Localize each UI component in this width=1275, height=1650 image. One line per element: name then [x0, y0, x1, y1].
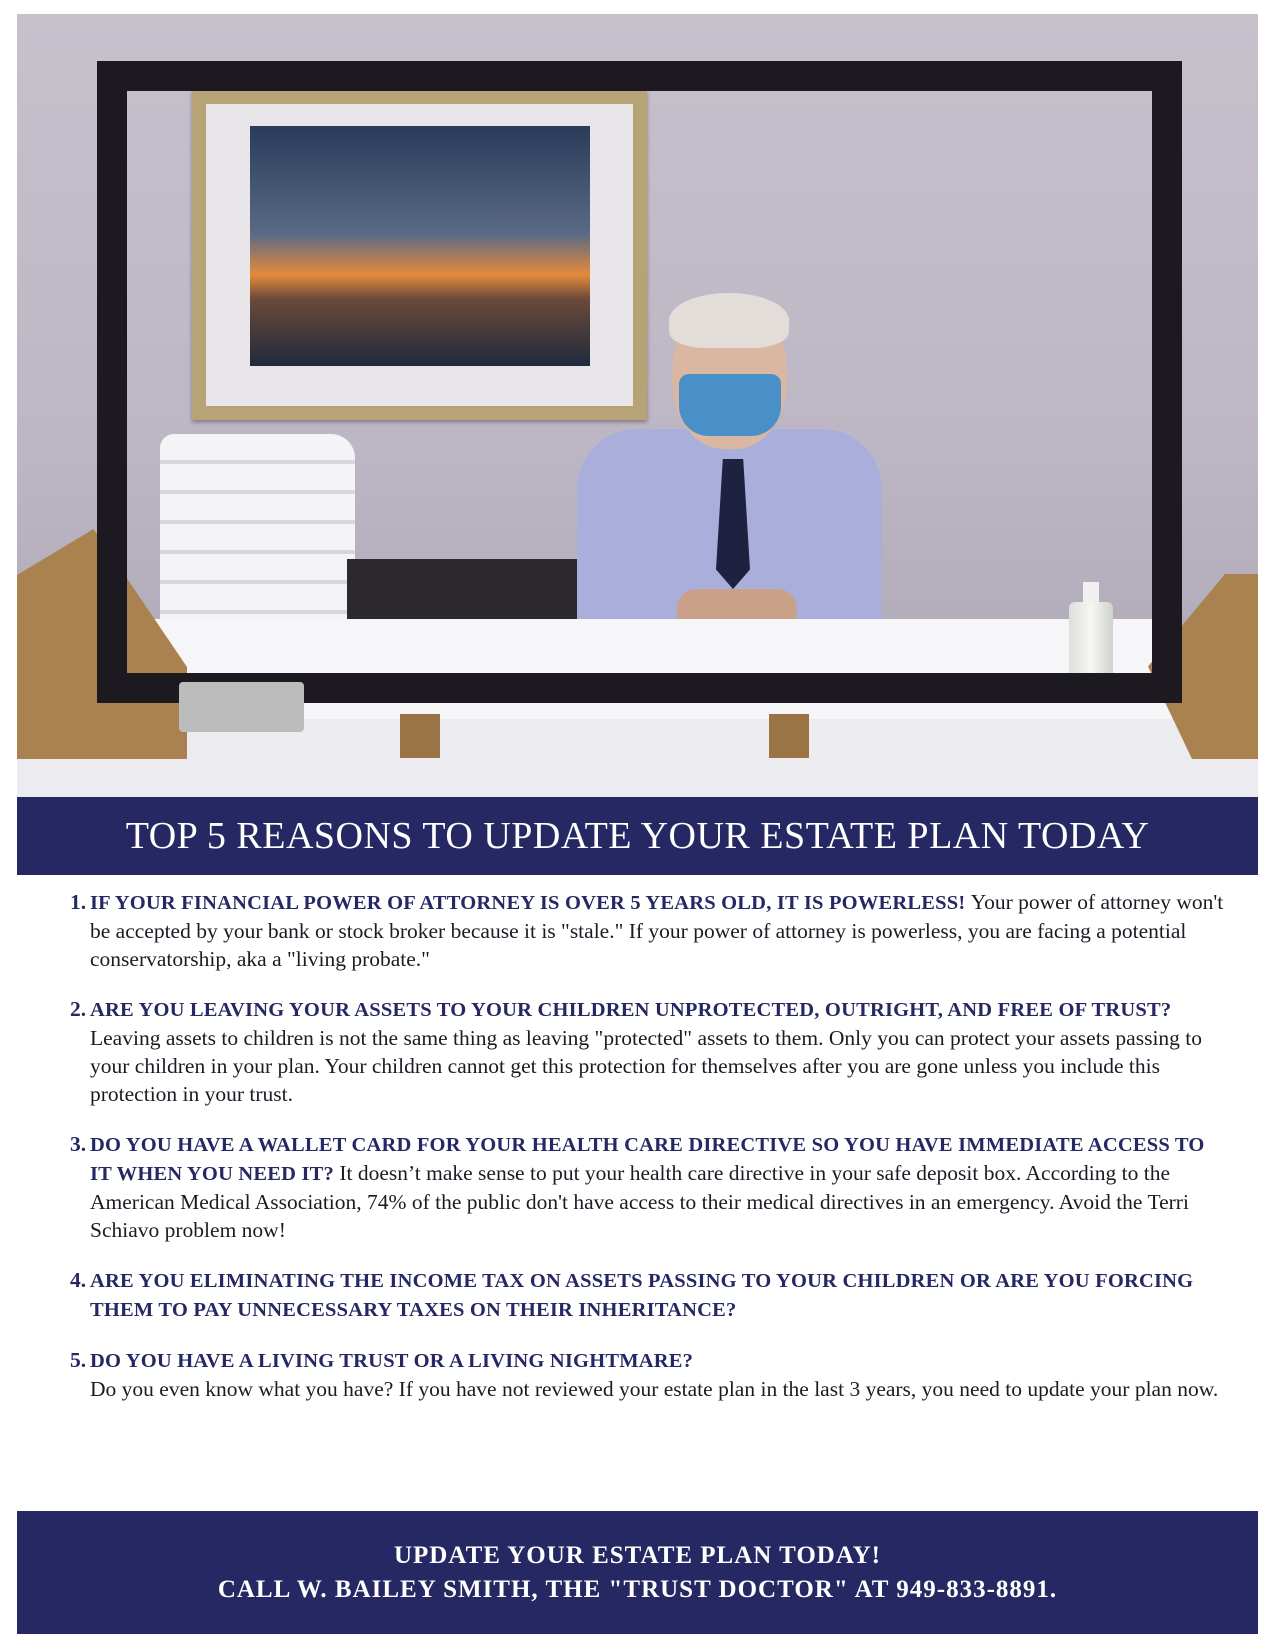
call-to-action-banner	[17, 1511, 1258, 1634]
reason-number: 2.	[70, 997, 87, 1021]
reason-item	[70, 1266, 1230, 1324]
reason-text: Leaving assets to children is not the same thing as leaving "protected" assets to them. Only you can protect your assets passing to your children in your plan. Your children cannot get this protection for themselves after you are gone unless you include this protection in your trust.	[90, 1026, 1203, 1106]
page-title: TOP 5 REASONS TO UPDATE YOUR ESTATE PLAN TODAY	[125, 815, 1150, 857]
reason-heading: ARE YOU LEAVING YOUR ASSETS TO YOUR CHILDREN UNPROTECTED, OUTRIGHT, AND FREE OF TRUST?	[90, 999, 1172, 1021]
reason-heading: DO YOU HAVE A WALLET CARD FOR YOUR HEALTH CARE DIRECTIVE SO YOU HAVE IMMEDIATE ACCESS TO IT WHEN YOU NEED IT?	[90, 1134, 1205, 1185]
reason-number: 4.	[70, 1268, 87, 1292]
shield-foot	[769, 714, 809, 758]
reason-heading: DO YOU HAVE A LIVING TRUST OR A LIVING NIGHTMARE?	[90, 1350, 694, 1372]
desk-cable-port	[179, 682, 304, 732]
reason-item	[70, 888, 1230, 973]
reason-heading: IF YOUR FINANCIAL POWER OF ATTORNEY IS OVER 5 YEARS OLD, IT IS POWERLESS!	[90, 892, 971, 914]
shield-foot	[400, 714, 440, 758]
title-banner	[17, 797, 1258, 875]
reasons-list	[70, 888, 1230, 1425]
cta-line-2: CALL W. BAILEY SMITH, THE "TRUST DOCTOR" AT 949-833-8891.	[217, 1575, 1058, 1603]
reason-item	[70, 995, 1230, 1108]
reason-heading: ARE YOU ELIMINATING THE INCOME TAX ON ASSETS PASSING TO YOUR CHILDREN OR ARE YOU FORCING THEM TO PAY UNNECESSARY TAXES ON THEIR INHERITANCE?	[90, 1270, 1194, 1321]
office-photo	[17, 14, 1258, 797]
reason-item	[70, 1346, 1230, 1403]
reason-number: 5.	[70, 1348, 87, 1372]
reason-text: Your power of attorney won't be accepted by your bank or stock broker because it is "stale." If your power of attorney is powerless, you are facing a potential conservatorship, aka a "living probate."	[90, 890, 1224, 971]
reason-text: It doesn’t make sense to put your health care directive in your safe deposit box. According to the American Medical Association, 74% of the public don't have access to their medical directives in an emergency. Avoid the Terri Schiavo problem now!	[90, 1161, 1189, 1242]
reason-item	[70, 1130, 1230, 1244]
cta-line-1: UPDATE YOUR ESTATE PLAN TODAY!	[393, 1541, 882, 1569]
reason-number: 1.	[70, 890, 87, 914]
plexiglass-shield	[97, 61, 1182, 703]
reason-number: 3.	[70, 1132, 87, 1156]
reason-text: Do you even know what you have? If you have not reviewed your estate plan in the last 3 years, you need to update your plan now.	[90, 1377, 1219, 1401]
